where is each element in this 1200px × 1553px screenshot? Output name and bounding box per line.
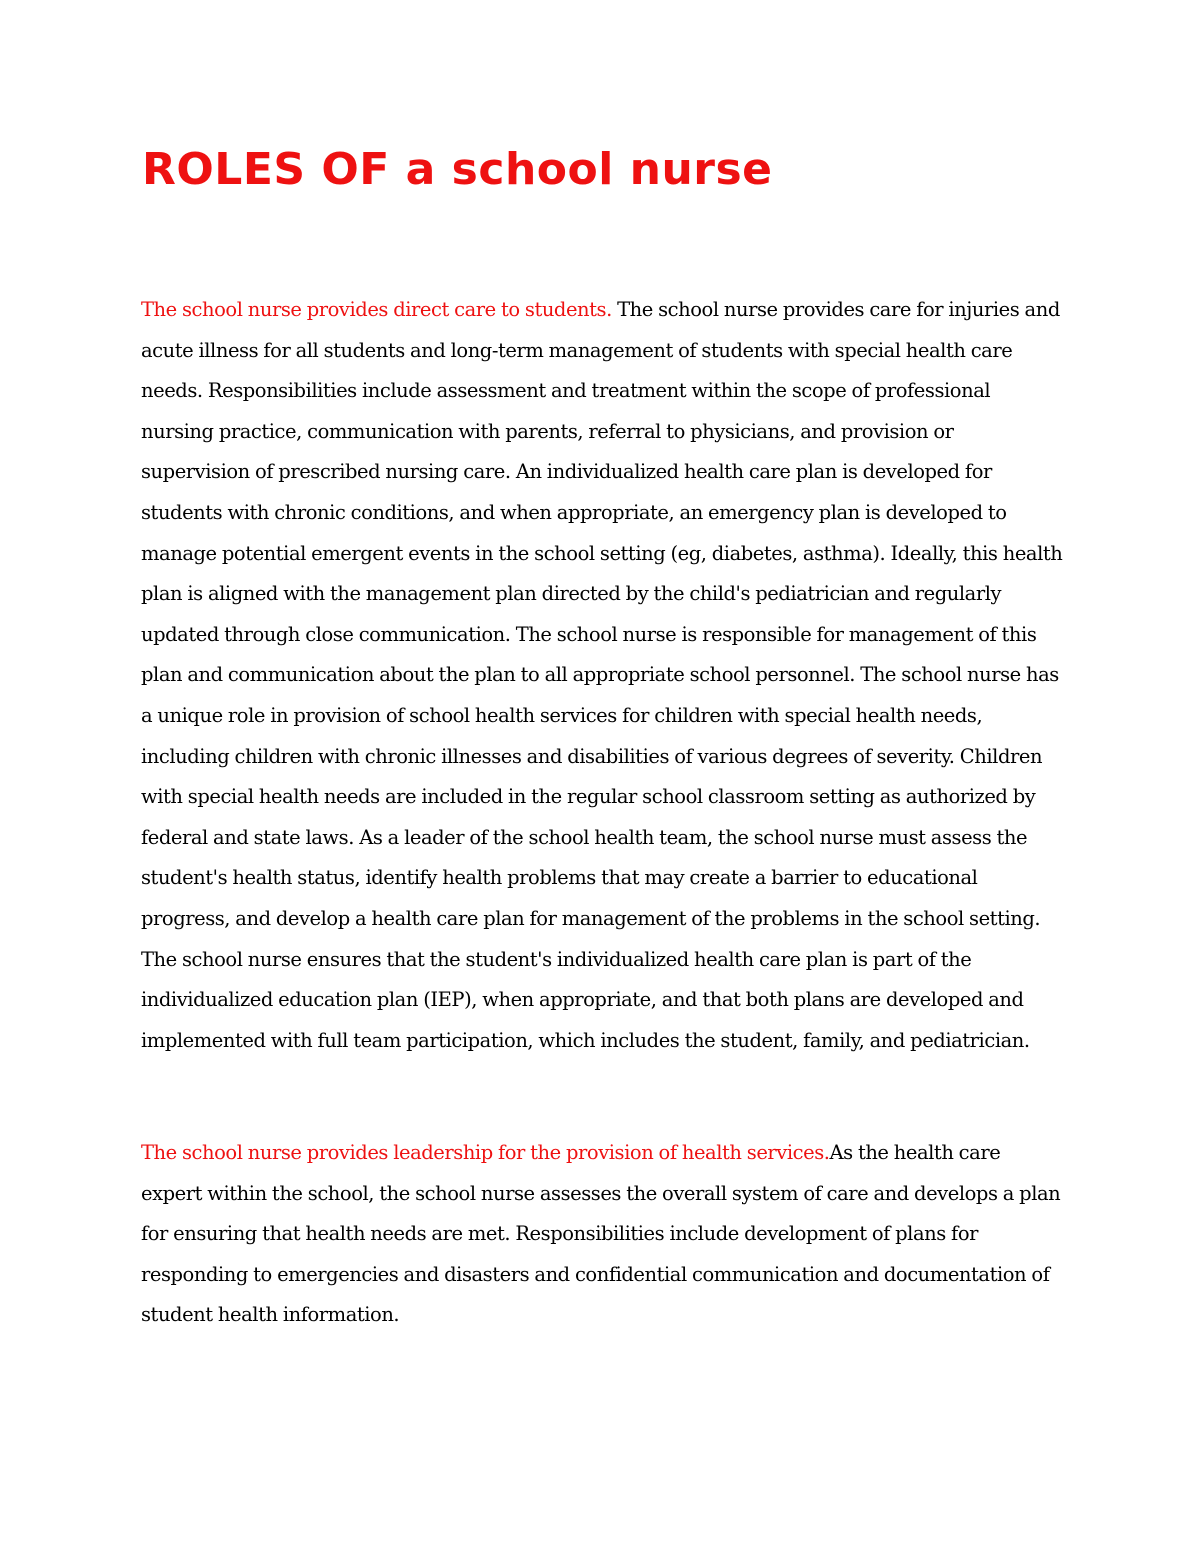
paragraph-direct-care	[141, 290, 1066, 1061]
document-title: ROLES OF a school nurse	[142, 144, 773, 195]
paragraph-leadership	[141, 1133, 1066, 1336]
paragraph-body: The school nurse provides care for injuries and acute illness for all students and long-term management of students with special health care needs. Responsibilities include assessment and treatment within the scope of professional nursing practice, communication with parents, referral to physicians, and provision or supervision of prescribed nursing care. An individualized health care plan is developed for students with chronic conditions, and when appropriate, an emergency plan is developed to manage potential emergent events in the school setting (eg, diabetes, asthma). Ideally, this health plan is aligned with the management plan directed by the child's pediatrician and regularly updated through close communication. The school nurse is responsible for management of this plan and communication about the plan to all appropriate school personnel. The school nurse has a unique role in provision of school health services for children with special health needs, including children with chronic illnesses and disabilities of various degrees of severity. Children with special health needs are included in the regular school classroom setting as authorized by federal and state laws. As a leader of the school health team, the school nurse must assess the student's health status, identify health problems that may create a barrier to educational progress, and develop a health care plan for management of the problems in the school setting. The school nurse ensures that the student's individualized health care plan is part of the individualized education plan (IEP), when appropriate, and that both plans are developed and implemented with full team participation, which includes the student, family, and pediatrician.	[141, 298, 1063, 1052]
paragraph-lead: The school nurse provides leadership for the provision of health services.	[141, 1141, 830, 1164]
paragraph-lead: The school nurse provides direct care to students.	[141, 298, 612, 321]
paragraph-body: As the health care expert within the school, the school nurse assesses the overall system of care and develops a plan for ensuring that health needs are met. Responsibilities include development of plans for responding to emergencies and disasters and confidential communication and documentation of student health information.	[141, 1141, 1061, 1327]
